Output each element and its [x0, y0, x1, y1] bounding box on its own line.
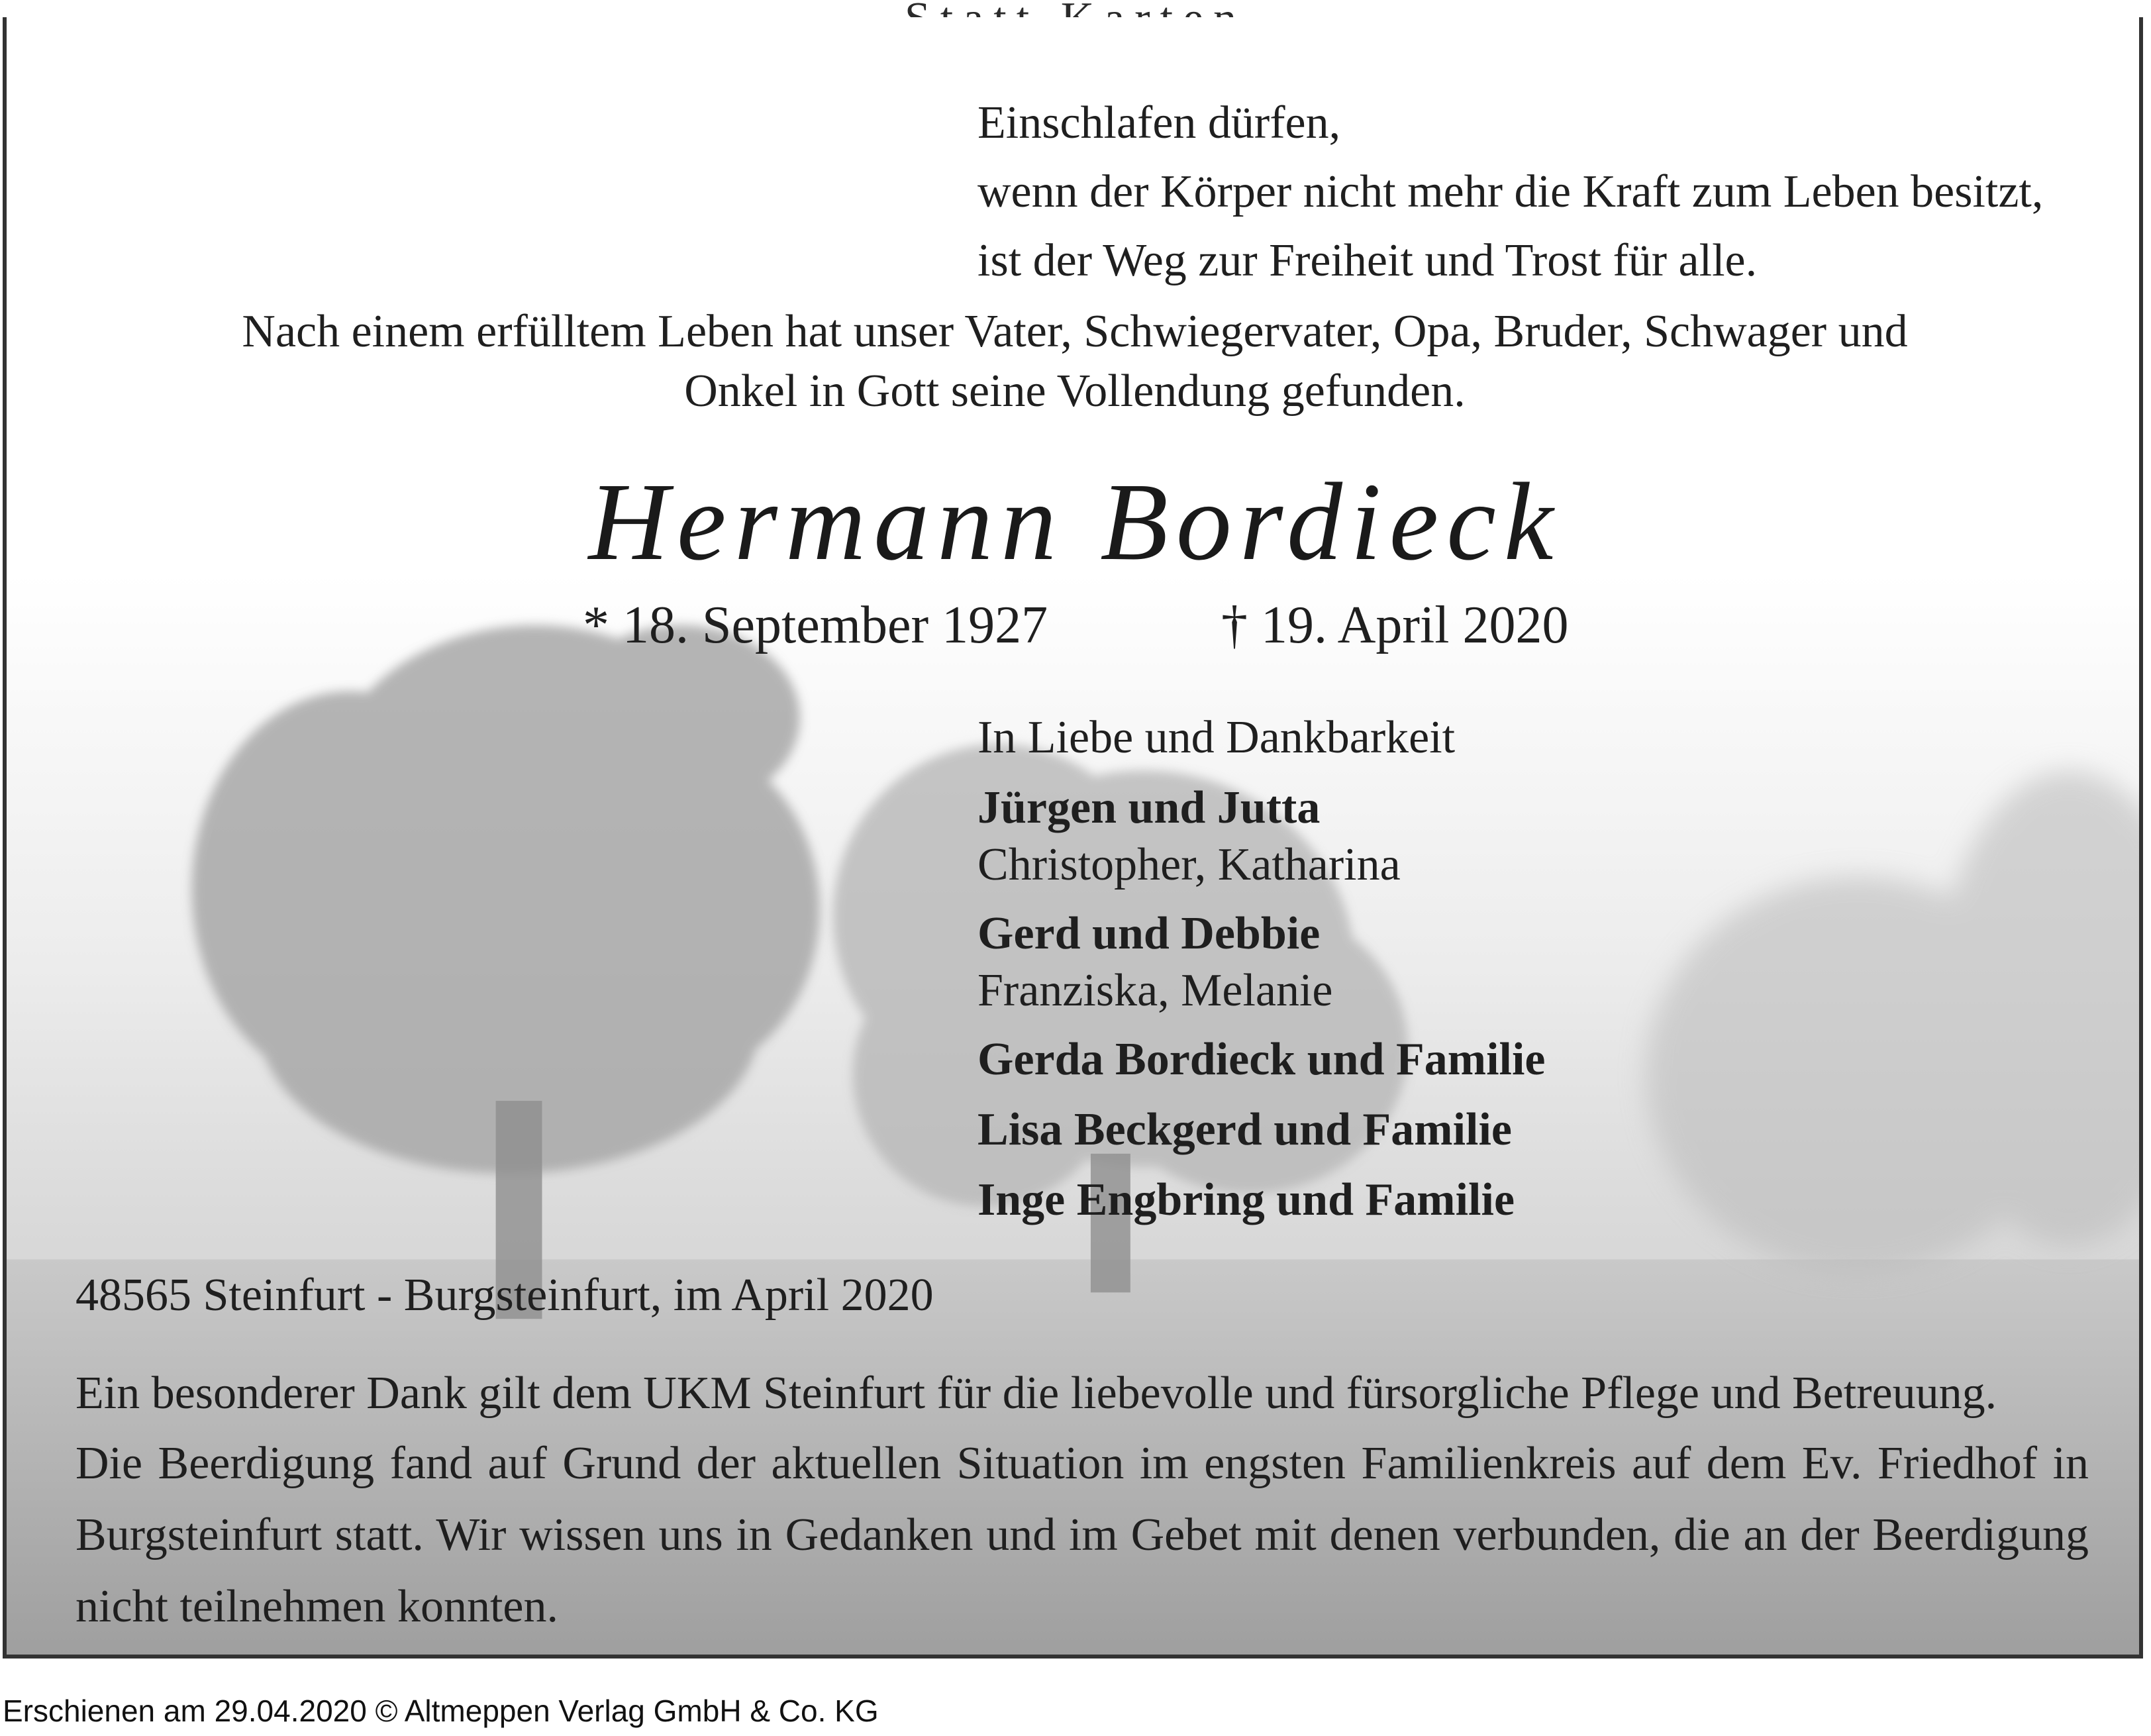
- obituary-notice: [3, 17, 2143, 1659]
- family-line-lisa-beckgerd: Lisa Beckgerd und Familie: [977, 1104, 1512, 1155]
- family-line-grandchildren-1: Christopher, Katharina: [977, 839, 1401, 890]
- publication-credit: Erschienen am 29.04.2020 © Altmeppen Verlag GmbH & Co. KG: [3, 1694, 879, 1728]
- intro-text: [7, 302, 2143, 421]
- family-line-inge-engbring: Inge Engbring und Familie: [977, 1174, 1515, 1225]
- family-line-dedication: In Liebe und Dankbarkeit: [977, 712, 1456, 763]
- family-line-juergen-jutta: Jürgen und Jutta: [977, 782, 1321, 833]
- poem-line: ist der Weg zur Freiheit und Trost für alle.: [977, 235, 1758, 286]
- funeral-text: Die Beerdigung fand auf Grund der aktuellen Situation im engsten Familienkreis auf dem Ev. Friedhof in Burgsteinfurt statt. Wir wissen uns in Gedanken und im Gebet mit denen verbunden, die an der Beerdigung nicht teilnehmen konnten.: [75, 1438, 2089, 1632]
- poem: [977, 89, 2043, 295]
- deceased-name: Hermann Bordieck: [588, 460, 1562, 584]
- thanks-text: Ein besonderer Dank gilt dem UKM Steinfurt für die liebevolle und fürsorgliche Pflege und Betreuung.: [75, 1368, 1997, 1419]
- intro-line: Nach einem erfülltem Leben hat unser Vater, Schwiegervater, Opa, Bruder, Schwager und: [242, 306, 1908, 357]
- poem-line: Einschlafen dürfen,: [977, 97, 1341, 148]
- family-line-grandchildren-2: Franziska, Melanie: [977, 965, 1333, 1016]
- poem-line: wenn der Körper nicht mehr die Kraft zum Leben besitzt,: [977, 166, 2044, 217]
- intro-line: Onkel in Gott seine Vollendung gefunden.: [684, 366, 1466, 417]
- notice-content: [7, 17, 2139, 1655]
- family-line-gerd-debbie: Gerd und Debbie: [977, 908, 1321, 959]
- death-date: † 19. April 2020: [1221, 596, 1569, 654]
- place-and-date: 48565 Steinfurt - Burgsteinfurt, im April 2020: [75, 1270, 934, 1321]
- birth-date: * 18. September 1927: [583, 596, 1048, 654]
- family-line-gerda-bordieck: Gerda Bordieck und Familie: [977, 1034, 1546, 1085]
